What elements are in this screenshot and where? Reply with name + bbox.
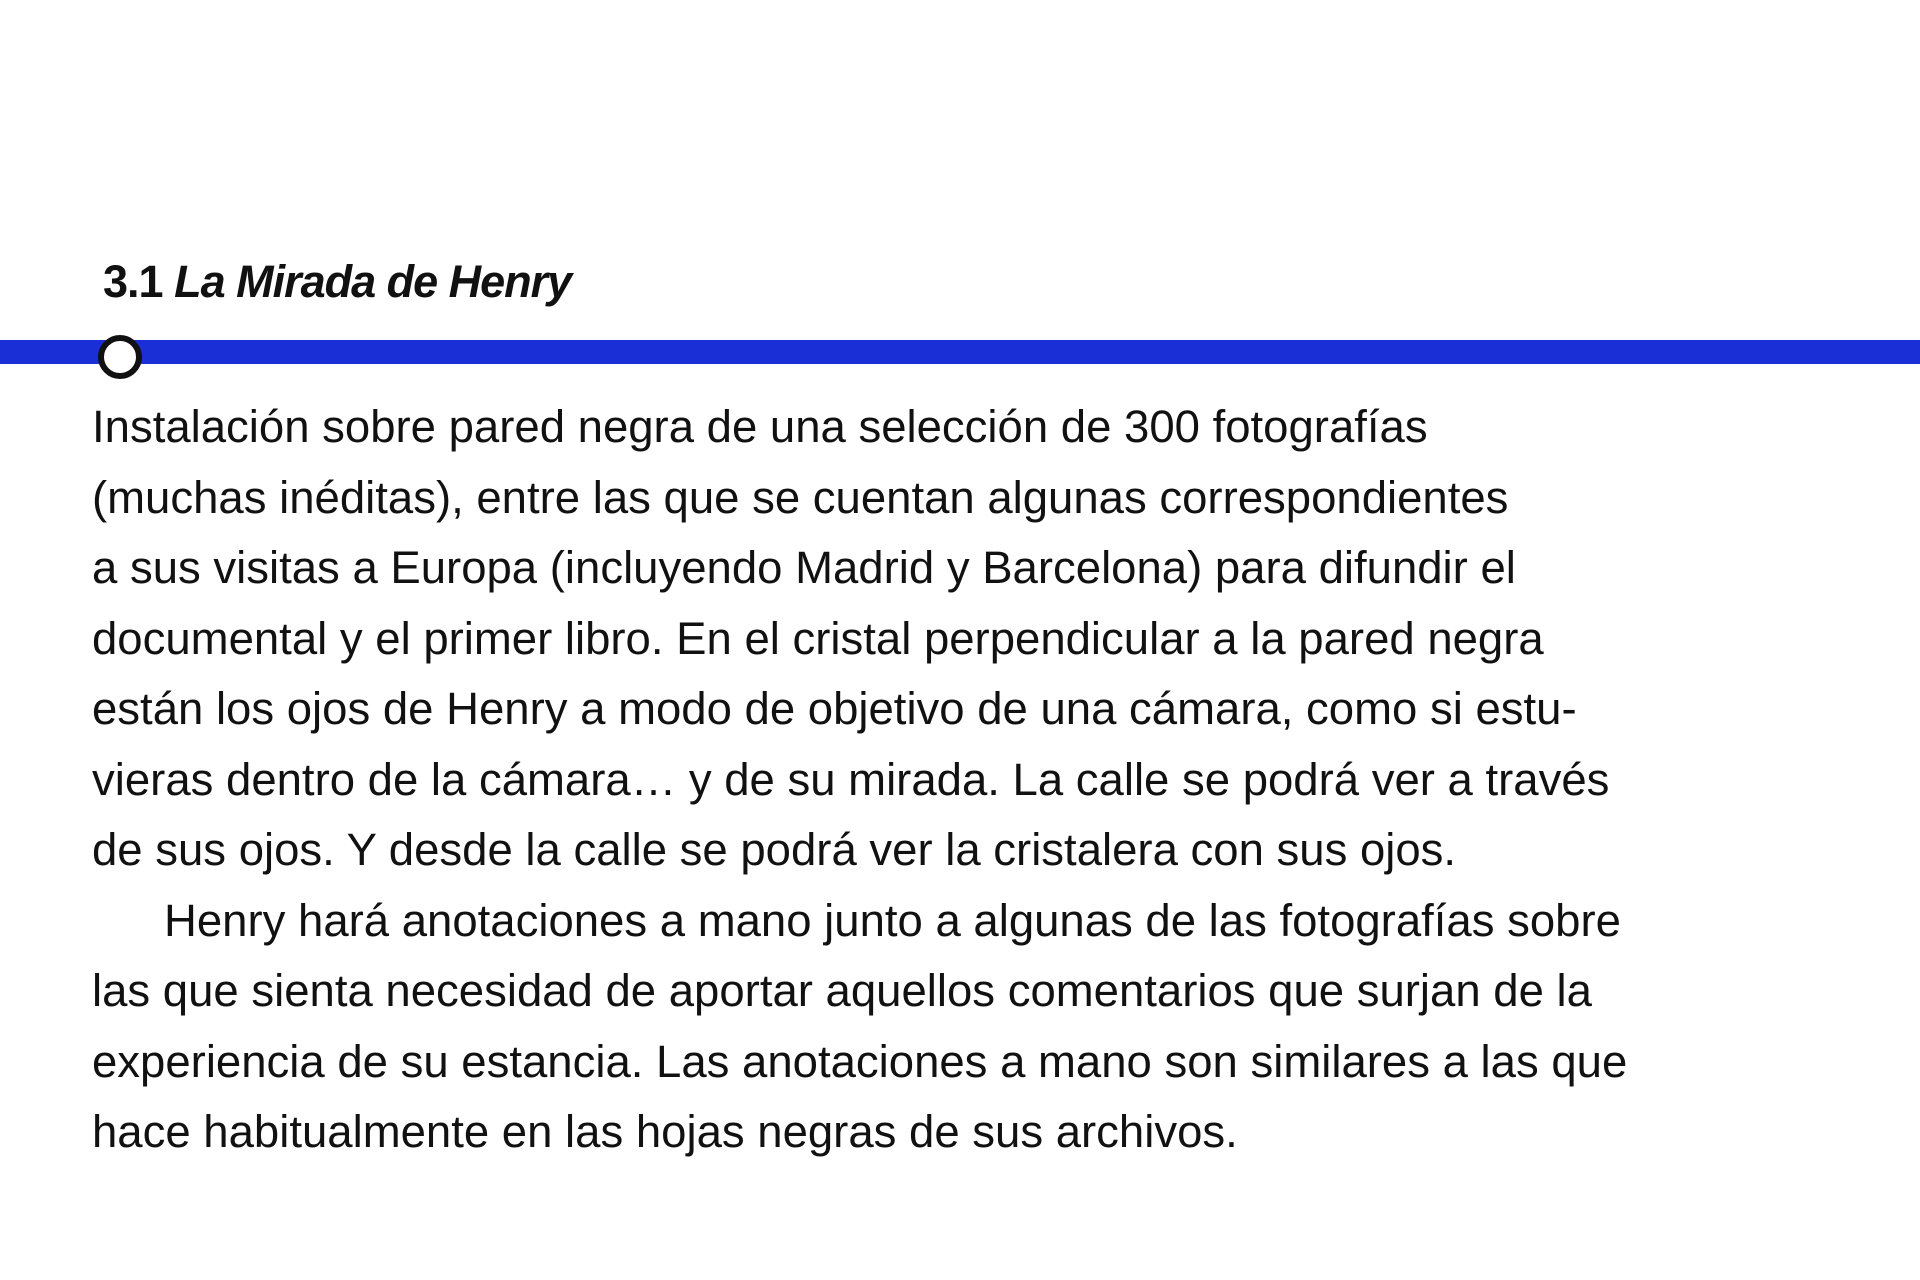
text-line: vieras dentro de la cámara… y de su mirada. La calle se podrá ver a través <box>92 753 1610 805</box>
text-line: experiencia de su estancia. Las anotaciones a mano son similares a las que <box>92 1035 1628 1087</box>
text-line: a sus visitas a Europa (incluyendo Madrid y Barcelona) para difundir el <box>92 542 1516 593</box>
text-line: documental y el primer libro. En el cristal perpendicular a la pared negra <box>92 612 1544 664</box>
section-title: La Mirada de Henry <box>174 256 572 307</box>
section-heading <box>103 256 571 308</box>
paragraph <box>92 392 1872 886</box>
text-line: Instalación sobre pared negra de una selección de 300 fotografías <box>92 401 1428 452</box>
text-line: Henry hará anotaciones a mano junto a algunas de las fotografías sobre <box>164 894 1621 946</box>
text-line: de sus ojos. Y desde la calle se podrá ver la cristalera con sus ojos. <box>92 824 1457 875</box>
body-text <box>92 392 1872 1168</box>
text-line: (muchas inéditas), entre las que se cuentan algunas correspondientes <box>92 471 1509 523</box>
section-number: 3.1 <box>103 256 163 307</box>
text-line: hace habitualmente en las hojas negras de sus archivos. <box>92 1106 1238 1157</box>
text-line: las que sienta necesidad de aportar aquellos comentarios que surjan de la <box>92 965 1592 1016</box>
circle-marker-icon <box>98 335 142 379</box>
text-line: están los ojos de Henry a modo de objetivo de una cámara, como si estu- <box>92 683 1577 734</box>
paragraph <box>92 886 1872 1168</box>
section-divider-bar <box>0 340 1920 364</box>
